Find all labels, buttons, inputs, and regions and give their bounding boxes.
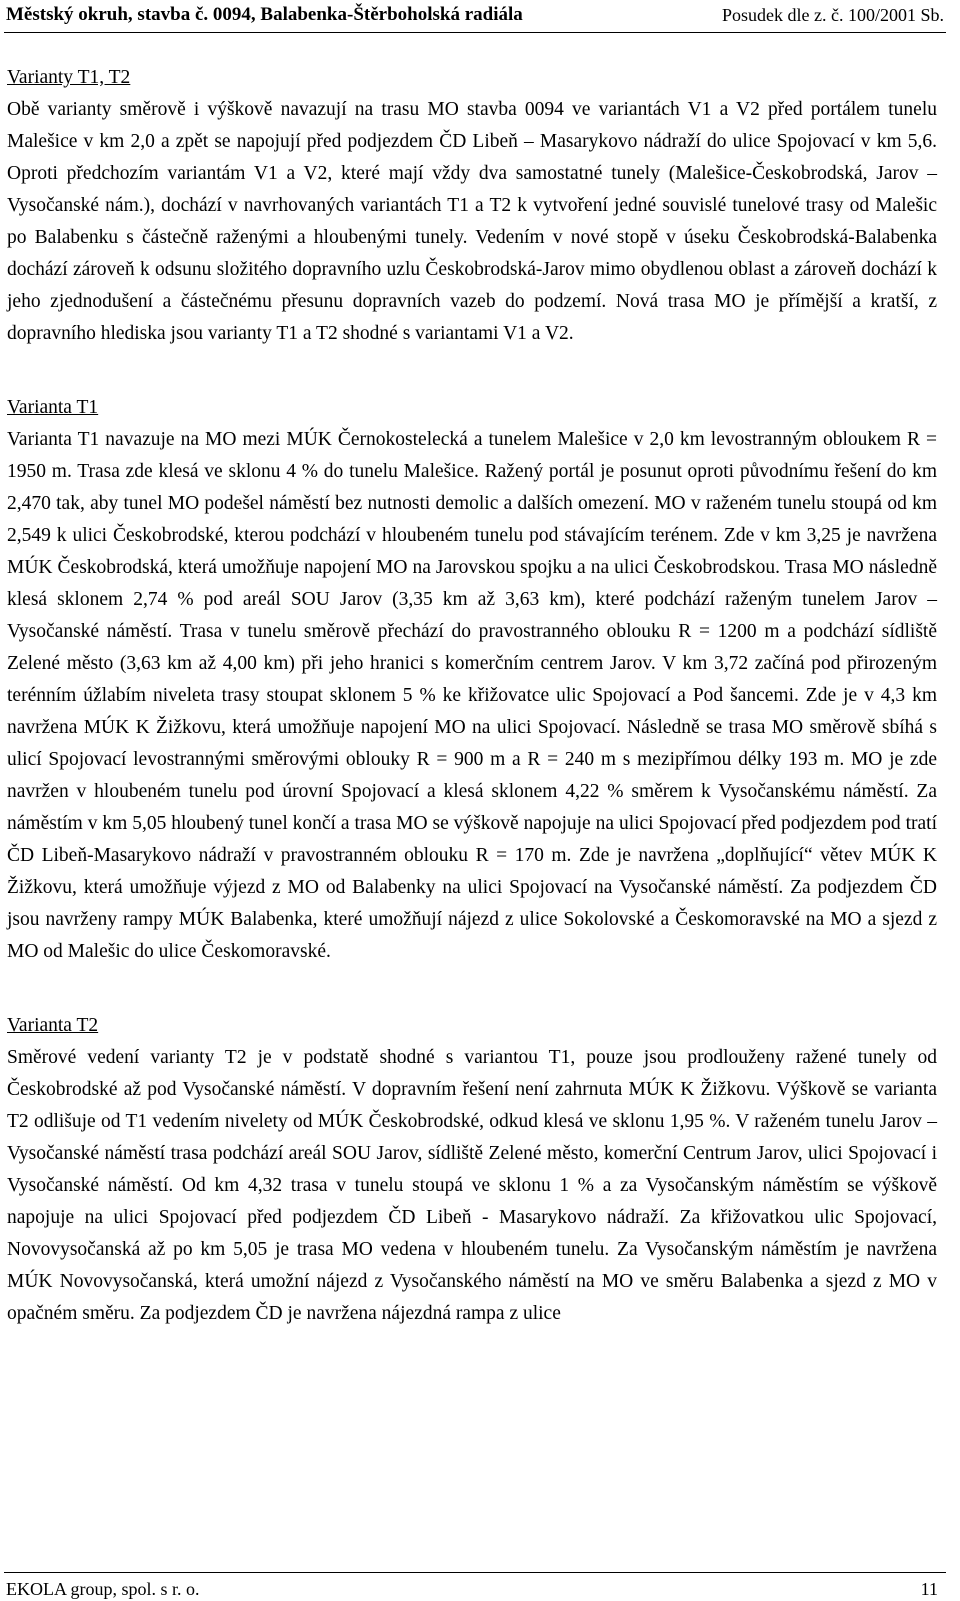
page-footer <box>4 1572 946 1601</box>
document-body <box>7 62 937 1330</box>
page-header <box>4 2 946 33</box>
page-number: 11 <box>920 1579 938 1599</box>
footer-company: EKOLA group, spol. s r. o. <box>6 1579 200 1599</box>
header-reference: Posudek dle z. č. 100/2001 Sb. <box>722 5 944 25</box>
section-paragraph: Obě varianty směrově i výškově navazují na trasu MO stavba 0094 ve variantách V1 a V2 před portálem tunelu Malešice v km 2,0 a zpět se napojují před podjezdem ČD Libeň – Masarykovo nádraží do ulice Spojovací v km 5,6. Oproti předchozím variantám V1 a V2, které mají vždy dva samostatné tunely (Malešice-Českobrodská, Jarov – Vysočanské nám.), dochází v navrhovaných variantách T1 a T2 k vytvoření jedné souvislé tunelové trasy od Malešic po Balabenku s částečně raženými a hloubenými tunely. Vedením v nové stopě v úseku Českobrodská-Balabenka dochází zároveň k odsunu složitého dopravního uzlu Českobrodská-Jarov mimo obydlenou oblast a zároveň dochází k jeho zjednodušení a částečnému přesunu dopravních vazeb do podzemí. Nová trasa MO je přímější a kratší, z dopravního hlediska jsou varianty T1 a T2 shodné s variantami V1 a V2. <box>7 99 937 344</box>
section-varianty-t1-t2 <box>7 62 937 350</box>
section-paragraph: Varianta T1 navazuje na MO mezi MÚK Černokostelecká a tunelem Malešice v 2,0 km levostranným obloukem R = 1950 m. Trasa zde klesá ve sklonu 4 % do tunelu Malešice. Ražený portál je posunut oproti původnímu řešení do km 2,470 tak, aby tunel MO podešel náměstí bez nutnosti demolic a dalších omezení. MO v raženém tunelu stoupá od km 2,549 k ulici Českobrodské, kterou podchází v hloubeném tunelu pod stávajícím terénem. Zde v km 3,25 je navržena MÚK Českobrodská, která umožňuje napojení MO na Jarovskou spojku a na ulici Českobrodskou. Trasa MO následně klesá sklonem 2,74 % pod areál SOU Jarov (3,35 km až 3,63 km), které podchází raženým tunelem Jarov – Vysočanské náměstí. Trasa v tunelu směrově přechází do pravostranného oblouku R = 1200 m a podchází sídliště Zelené město (3,63 km až 4,00 km) při jeho hranici s komerčním centrem Jarov. V km 3,72 začíná pod přirozeným terénním úžlabím niveleta trasy stoupat sklonem 5 % ke křižovatce ulic Spojovací a Pod šancemi. Zde je v 4,3 km navržena MÚK K Žižkovu, která umožňuje napojení MO na ulici Spojovací. Následně se trasa MO směrově sbíhá s ulicí Spojovací levostrannými směrovými oblouky R = 900 m a R = 240 m s mezipřímou délky 193 m. MO je zde navržen v hloubeném tunelu pod úrovní Spojovací a klesá sklonem 4,22 % směrem k Vysočanskému náměstí. Za náměstím v km 5,05 hloubený tunel končí a trasa MO se výškově napojuje na ulici Spojovací před podjezdem pod tratí ČD Libeň-Masarykovo nádraží v pravostranném oblouku R = 170 m. Zde je navržena „doplňující“ větev MÚK K Žižkovu, která umožňuje výjezd z MO od Balabenky na ulici Spojovací na Vysočanské náměstí. Za podjezdem ČD jsou navrženy rampy MÚK Balabenka, které umožňují nájezd z ulice Sokolovské a Českomoravské na MO a sjezd z MO od Malešic do ulice Českomoravské. <box>7 429 937 962</box>
section-heading: Varianta T2 <box>7 1015 99 1036</box>
section-varianta-t2 <box>7 1010 937 1330</box>
section-heading: Varianta T1 <box>7 397 99 418</box>
section-paragraph: Směrové vedení varianty T2 je v podstatě shodné s variantou T1, pouze jsou prodlouženy ražené tunely od Českobrodské až pod Vysočanské náměstí. V dopravním řešení není zahrnuta MÚK K Žižkovu. Výškově se varianta T2 odlišuje od T1 vedením nivelety od MÚK Českobrodské, odkud klesá ve sklonu 1,95 %. V raženém tunelu Jarov – Vysočanské náměstí trasa podchází areál SOU Jarov, sídliště Zelené město, komerční Centrum Jarov, ulici Spojovací i Vysočanské náměstí. Od km 4,32 trasa v tunelu stoupá ve sklonu 1 % a za Vysočanským náměstím se výškově napojuje na ulici Spojovací před podjezdem ČD Libeň - Masarykovo nádraží. Za křižovatkou ulic Spojovací, Novovysočanská až po km 5,05 je trasa MO vedena v hloubeném tunelu. Za Vysočanským náměstím je navržena MÚK Novovysočanská, která umožní nájezd z Vysočanského náměstí na MO ve směru Balabenka a sjezd z MO v opačném směru. Za podjezdem ČD je navržena nájezdná rampa z ulice <box>7 1047 937 1324</box>
section-heading: Varianty T1, T2 <box>7 67 131 88</box>
section-varianta-t1 <box>7 392 937 968</box>
header-title: Městský okruh, stavba č. 0094, Balabenka-Štěrboholská radiála <box>6 4 523 25</box>
